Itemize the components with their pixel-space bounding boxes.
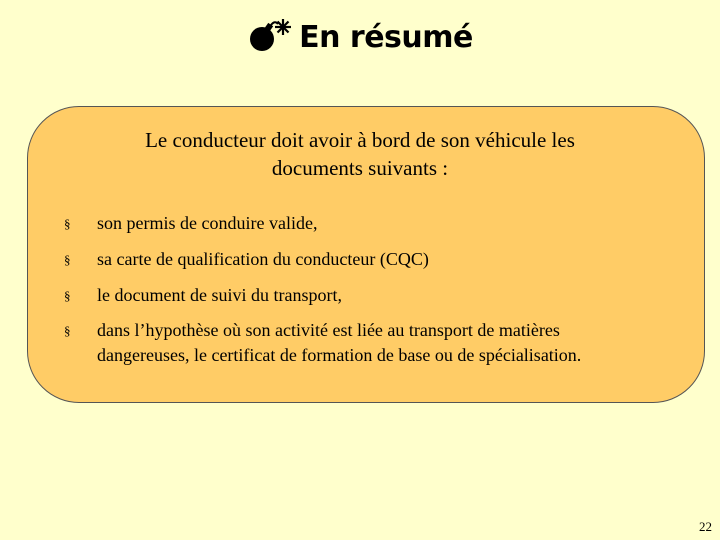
slide-title: [0, 18, 720, 58]
list-item-text: dans l’hypothèse où son activité est liée au transport de matières: [97, 320, 560, 340]
list-item: [64, 283, 664, 308]
list-item-text: dangereuses, le certificat de formation de base ou de spécialisation.: [97, 345, 582, 365]
bullet-marker: §: [64, 216, 71, 231]
list-item: [64, 211, 664, 236]
list-item-text: le document de suivi du transport,: [97, 285, 342, 305]
list-item: [64, 318, 664, 368]
bullet-marker: §: [64, 323, 71, 338]
intro-line: documents suivants :: [271, 156, 449, 180]
title-text: En résumé: [299, 20, 473, 55]
list-item-text: sa carte de qualification du conducteur (CQC): [97, 249, 429, 269]
bomb-sparkle-icon: [247, 18, 293, 54]
list-item: [64, 247, 664, 272]
bullet-marker: §: [64, 252, 71, 267]
bullet-marker: §: [64, 288, 71, 303]
intro-text: [0, 126, 720, 182]
intro-line: Le conducteur doit avoir à bord de son véhicule les: [145, 128, 575, 152]
page-number: 22: [699, 519, 712, 534]
list-item-text: son permis de conduire valide,: [97, 213, 318, 233]
